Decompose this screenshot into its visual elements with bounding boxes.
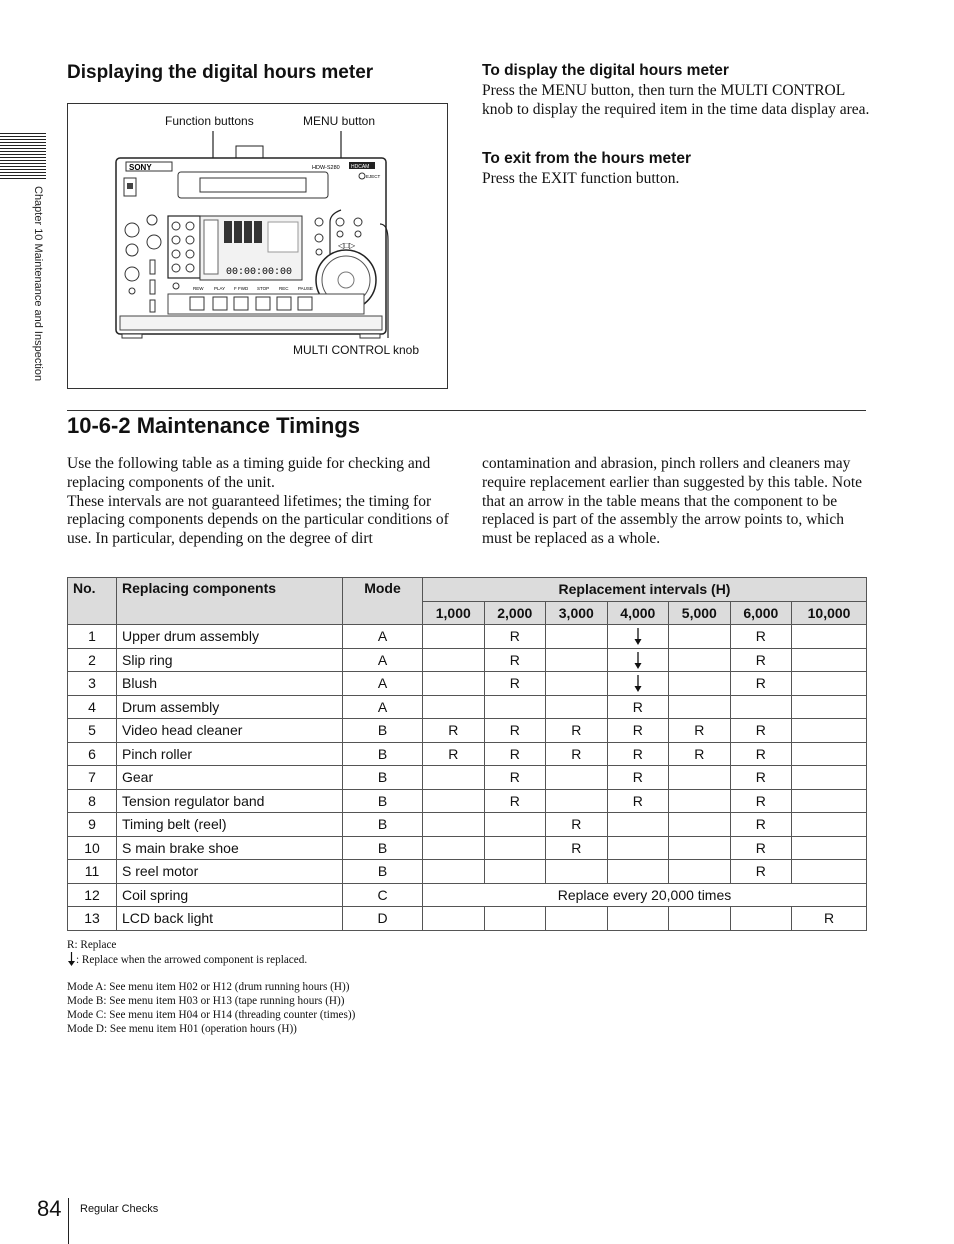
interval-cell xyxy=(669,625,731,649)
interval-cell: R xyxy=(730,836,792,860)
svg-text:EJECT: EJECT xyxy=(366,174,381,179)
interval-cell xyxy=(546,695,608,719)
interval-header-cell: 5,000 xyxy=(669,601,731,625)
interval-cell xyxy=(484,695,546,719)
mode-cell: B xyxy=(343,789,423,813)
interval-cell xyxy=(423,813,485,837)
interval-cell: R xyxy=(730,719,792,743)
interval-cell xyxy=(669,648,731,672)
interval-cell xyxy=(484,907,546,931)
col-header-intervals: Replacement intervals (H) xyxy=(423,578,867,602)
table-row xyxy=(68,789,867,813)
interval-cell xyxy=(607,813,669,837)
interval-cell: R xyxy=(484,742,546,766)
component-cell: Pinch roller xyxy=(117,742,343,766)
interval-cell: R xyxy=(730,766,792,790)
mode-cell: B xyxy=(343,813,423,837)
row-number-cell: 12 xyxy=(68,883,117,907)
mode-note-c: Mode C: See menu item H04 or H14 (threading counter (times)) xyxy=(67,1009,356,1021)
exit-hours-heading: To exit from the hours meter xyxy=(482,150,691,167)
interval-cell: R xyxy=(669,719,731,743)
component-cell: Slip ring xyxy=(117,648,343,672)
display-hours-heading: To display the digital hours meter xyxy=(482,62,729,79)
interval-cell: R xyxy=(484,789,546,813)
row-number-cell: 6 xyxy=(68,742,117,766)
col-header-mode: Mode xyxy=(343,578,423,625)
interval-cell xyxy=(484,813,546,837)
row-number-cell: 3 xyxy=(68,672,117,696)
row-number-cell: 9 xyxy=(68,813,117,837)
interval-header-cell: 1,000 xyxy=(423,601,485,625)
table-row xyxy=(68,648,867,672)
multi-control-knob-label: MULTI CONTROL knob xyxy=(293,343,420,357)
maintenance-table-body xyxy=(68,625,867,931)
interval-cell xyxy=(669,813,731,837)
interval-cell-arrow xyxy=(607,672,669,696)
component-cell: Timing belt (reel) xyxy=(117,813,343,837)
interval-cell: R xyxy=(607,742,669,766)
table-row xyxy=(68,860,867,884)
mode-cell: A xyxy=(343,625,423,649)
interval-cell xyxy=(792,742,867,766)
interval-cell xyxy=(669,789,731,813)
transport-label-rew: REW xyxy=(193,286,204,291)
interval-cell xyxy=(669,907,731,931)
mode-cell: A xyxy=(343,695,423,719)
component-cell: S reel motor xyxy=(117,860,343,884)
mode-cell: D xyxy=(343,907,423,931)
interval-cell xyxy=(669,672,731,696)
interval-cell: R xyxy=(730,860,792,884)
table-row xyxy=(68,836,867,860)
interval-cell xyxy=(484,860,546,884)
component-cell: Tension regulator band xyxy=(117,789,343,813)
component-cell: Upper drum assembly xyxy=(117,625,343,649)
mode-note-d: Mode D: See menu item H01 (operation hours (H)) xyxy=(67,1023,297,1035)
row-number-cell: 11 xyxy=(68,860,117,884)
intro-paragraph-2: These intervals are not guaranteed lifetimes; the timing for replacing components depends on the particular conditions of use. In particular, depending on the degree of dirt xyxy=(67,492,449,548)
section-rule xyxy=(67,410,866,411)
mode-cell: A xyxy=(343,648,423,672)
interval-cell xyxy=(423,695,485,719)
table-row xyxy=(68,766,867,790)
intro-paragraph-1: Use the following table as a timing guide for checking and replacing components of the unit. xyxy=(67,455,431,491)
interval-cell: R xyxy=(546,742,608,766)
component-cell: S main brake shoe xyxy=(117,836,343,860)
interval-header-cell: 4,000 xyxy=(607,601,669,625)
interval-cell: R xyxy=(730,742,792,766)
col-header-no: No. xyxy=(68,578,117,625)
interval-cell xyxy=(423,672,485,696)
interval-cell: R xyxy=(546,836,608,860)
svg-text:◁□▷: ◁□▷ xyxy=(338,241,356,250)
interval-cell xyxy=(484,836,546,860)
maintenance-intro-right: contamination and abrasion, pinch rollers and cleaners may require replacement earlier than suggested by this table. Note that an arrow in the table means that the component to be replaced is part of the assembly the arrow points to, which must be replaced as a whole. xyxy=(482,455,863,548)
down-arrow-icon xyxy=(633,674,643,692)
interval-cell xyxy=(546,648,608,672)
maintenance-table xyxy=(67,577,867,931)
interval-cell xyxy=(792,648,867,672)
interval-cell: R xyxy=(730,648,792,672)
interval-cell: R xyxy=(607,719,669,743)
mode-notes xyxy=(67,980,355,1036)
legend-replace: R: Replace xyxy=(67,939,117,951)
row-number-cell: 10 xyxy=(68,836,117,860)
mode-cell: A xyxy=(343,672,423,696)
down-arrow-icon xyxy=(67,952,76,966)
legend-arrow xyxy=(67,952,307,967)
interval-cell xyxy=(669,695,731,719)
interval-cell: R xyxy=(484,625,546,649)
interval-cell xyxy=(546,766,608,790)
device-figure xyxy=(67,103,448,389)
footer-section: Regular Checks xyxy=(80,1203,159,1215)
table-row xyxy=(68,883,867,907)
table-row xyxy=(68,813,867,837)
hours-section-title: Displaying the digital hours meter xyxy=(67,62,374,83)
interval-header-cell: 10,000 xyxy=(792,601,867,625)
display-hours-text: Press the MENU button, then turn the MULTI CONTROL knob to display the required item in the time data display area. xyxy=(482,82,870,118)
down-arrow-icon xyxy=(633,651,643,669)
table-row xyxy=(68,907,867,931)
interval-cell: R xyxy=(484,648,546,672)
interval-cell xyxy=(792,625,867,649)
interval-cell xyxy=(607,860,669,884)
row-number-cell: 5 xyxy=(68,719,117,743)
function-buttons-label: Function buttons xyxy=(165,114,254,128)
legend-arrow-text: : Replace when the arrowed component is replaced. xyxy=(76,954,308,966)
row-number-cell: 1 xyxy=(68,625,117,649)
interval-cell xyxy=(423,860,485,884)
interval-cell xyxy=(669,836,731,860)
interval-cell xyxy=(423,648,485,672)
chapter-side-label: Chapter 10 Maintenance and Inspection xyxy=(32,186,44,382)
interval-header-cell: 2,000 xyxy=(484,601,546,625)
interval-cell xyxy=(792,860,867,884)
interval-cell xyxy=(792,836,867,860)
transport-label-rec: REC xyxy=(279,286,289,291)
transport-label-pause: PAUSE xyxy=(298,286,313,291)
interval-cell xyxy=(546,672,608,696)
interval-cell xyxy=(423,625,485,649)
interval-cell: R xyxy=(730,813,792,837)
interval-cell xyxy=(669,860,731,884)
table-row xyxy=(68,719,867,743)
exit-hours-text: Press the EXIT function button. xyxy=(482,170,680,187)
interval-cell: R xyxy=(792,907,867,931)
interval-cell xyxy=(792,813,867,837)
hdcam-badge: HDCAM xyxy=(351,164,370,170)
interval-cell xyxy=(607,836,669,860)
model-name: HDW-S280 xyxy=(312,165,340,171)
interval-cell-arrow xyxy=(607,648,669,672)
interval-cell: R xyxy=(423,719,485,743)
interval-cell: R xyxy=(730,625,792,649)
interval-cell xyxy=(423,766,485,790)
row-number-cell: 8 xyxy=(68,789,117,813)
interval-cell xyxy=(546,789,608,813)
interval-cell xyxy=(546,860,608,884)
interval-cell xyxy=(423,789,485,813)
interval-cell: R xyxy=(484,672,546,696)
timecode-display: 00:00:00:00 xyxy=(226,267,293,278)
table-row xyxy=(68,742,867,766)
interval-cell xyxy=(792,695,867,719)
interval-cell: R xyxy=(546,719,608,743)
interval-cell: R xyxy=(423,742,485,766)
interval-cell xyxy=(423,907,485,931)
chapter-tab-stripes xyxy=(0,133,46,181)
interval-cell: R xyxy=(607,695,669,719)
brand-logo: SONY xyxy=(129,163,152,172)
menu-button-label: MENU button xyxy=(303,114,376,128)
interval-cell: R xyxy=(607,789,669,813)
transport-label-ffwd: F FWD xyxy=(234,286,249,291)
mode-cell: B xyxy=(343,742,423,766)
mode-cell: B xyxy=(343,860,423,884)
interval-cell xyxy=(423,836,485,860)
row-number-cell: 4 xyxy=(68,695,117,719)
interval-cell xyxy=(730,695,792,719)
table-row xyxy=(68,695,867,719)
component-cell: Gear xyxy=(117,766,343,790)
interval-cell: R xyxy=(669,742,731,766)
interval-cell xyxy=(546,907,608,931)
interval-cell: R xyxy=(607,766,669,790)
interval-cell: R xyxy=(484,766,546,790)
transport-label-play: PLAY xyxy=(214,286,226,291)
interval-cell xyxy=(730,907,792,931)
component-cell: Video head cleaner xyxy=(117,719,343,743)
interval-cell: R xyxy=(730,672,792,696)
interval-cell: R xyxy=(730,789,792,813)
mode-cell: C xyxy=(343,883,423,907)
transport-label-stop: STOP xyxy=(257,286,270,291)
interval-cell xyxy=(792,719,867,743)
mode-note-b: Mode B: See menu item H03 or H13 (tape running hours (H)) xyxy=(67,995,345,1007)
mode-cell: B xyxy=(343,719,423,743)
interval-span-cell: Replace every 20,000 times xyxy=(423,883,867,907)
interval-cell xyxy=(792,672,867,696)
component-cell: Drum assembly xyxy=(117,695,343,719)
interval-cell xyxy=(792,766,867,790)
footer-divider xyxy=(68,1198,69,1244)
interval-cell xyxy=(669,766,731,790)
table-row xyxy=(68,672,867,696)
col-header-component: Replacing components xyxy=(117,578,343,625)
component-cell: Blush xyxy=(117,672,343,696)
interval-cell xyxy=(607,907,669,931)
maintenance-section-title: 10-6-2 Maintenance Timings xyxy=(67,413,361,438)
down-arrow-icon xyxy=(633,627,643,645)
interval-cell: R xyxy=(546,813,608,837)
page-number: 84 xyxy=(37,1196,62,1221)
interval-cell-arrow xyxy=(607,625,669,649)
component-cell: LCD back light xyxy=(117,907,343,931)
component-cell: Coil spring xyxy=(117,883,343,907)
row-number-cell: 2 xyxy=(68,648,117,672)
mode-cell: B xyxy=(343,836,423,860)
mode-cell: B xyxy=(343,766,423,790)
maintenance-intro-left xyxy=(67,455,455,549)
table-row xyxy=(68,625,867,649)
vtr-illustration xyxy=(68,104,448,389)
interval-header-cell: 3,000 xyxy=(546,601,608,625)
interval-cell xyxy=(792,789,867,813)
mode-note-a: Mode A: See menu item H02 or H12 (drum running hours (H)) xyxy=(67,981,350,993)
row-number-cell: 7 xyxy=(68,766,117,790)
interval-cell: R xyxy=(484,719,546,743)
interval-cell xyxy=(546,625,608,649)
row-number-cell: 13 xyxy=(68,907,117,931)
interval-header-cell: 6,000 xyxy=(730,601,792,625)
